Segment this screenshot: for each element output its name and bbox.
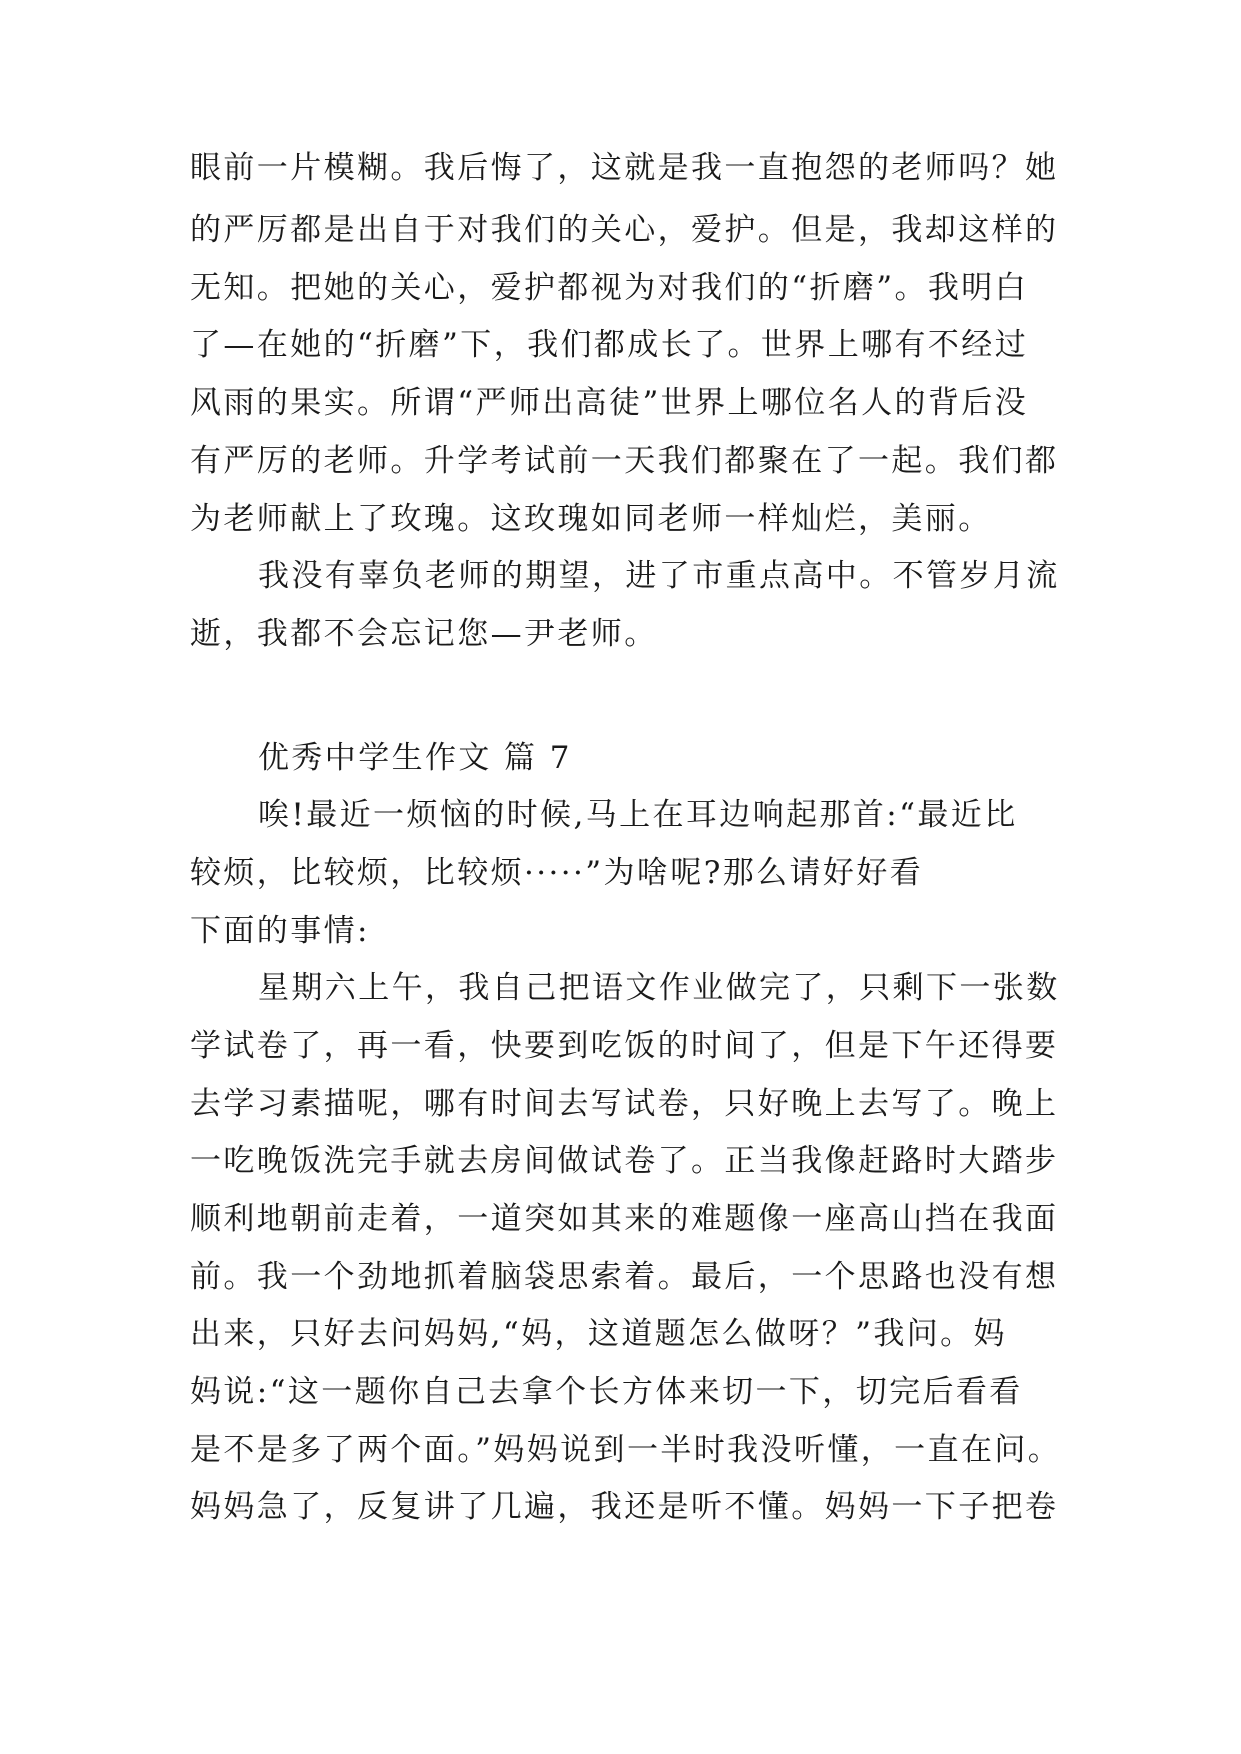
paragraph-4-line: 顺利地朝前走着，一道突如其来的难题像一座高山挡在我面 — [190, 1201, 1059, 1237]
paragraph-4-line: 去学习素描呢，哪有时间去写试卷，只好晚上去写了。晚上 — [190, 1086, 1059, 1122]
paragraph-4-line: 是不是多了两个面。”妈妈说到一半时我没听懂，一直在问。 — [190, 1432, 1062, 1468]
paragraph-3-line: 较烦，比较烦，比较烦·····”为啥呢?那么请好好看 — [190, 855, 924, 891]
paragraph-4-line: 前。我一个劲地抓着脑袋思索着。最后，一个思路也没有想 — [190, 1259, 1059, 1295]
paragraph-3-line: 唉!最近一烦恼的时候,马上在耳边响起那首:“最近比 — [258, 797, 1018, 833]
paragraph-2-line: 逝，我都不会忘记您—尹老师。 — [190, 616, 658, 652]
paragraph-3-line: 下面的事情: — [190, 913, 370, 949]
paragraph-1-line: 无知。把她的关心，爱护都视为对我们的“折磨”。我明白 — [190, 270, 1029, 306]
paragraph-4-line: 一吃晚饭洗完手就去房间做试卷了。正当我像赶路时大踏步 — [190, 1143, 1059, 1179]
paragraph-1-line: 风雨的果实。所谓“严师出高徒”世界上哪位名人的背后没 — [190, 385, 1029, 421]
paragraph-4-line: 星期六上午，我自己把语文作业做完了，只剩下一张数 — [258, 970, 1060, 1006]
paragraph-1-line: 为老师献上了玫瑰。这玫瑰如同老师一样灿烂，美丽。 — [190, 501, 992, 537]
paragraph-4-line: 妈说:“这一题你自己去拿个长方体来切一下，切完后看看 — [190, 1374, 1023, 1410]
paragraph-1-line: 有严厉的老师。升学考试前一天我们都聚在了一起。我们都 — [190, 443, 1059, 479]
paragraph-1-line: 了—在她的“折磨”下，我们都成长了。世界上哪有不经过 — [190, 327, 1029, 363]
section-heading: 优秀中学生作文 篇 7 — [258, 740, 572, 776]
paragraph-1-line: 的严厉都是出自于对我们的关心，爱护。但是，我却这样的 — [190, 212, 1059, 248]
paragraph-4-line: 出来，只好去问妈妈,“妈，这道题怎么做呀？”我问。妈 — [190, 1316, 1007, 1352]
paragraph-2-line: 我没有辜负老师的期望，进了市重点高中。不管岁月流 — [258, 558, 1060, 594]
paragraph-1-line: 眼前一片模糊。我后悔了，这就是我一直抱怨的老师吗？她 — [190, 150, 1059, 186]
paragraph-4-line: 学试卷了，再一看，快要到吃饭的时间了，但是下午还得要 — [190, 1028, 1059, 1064]
paragraph-4-line: 妈妈急了，反复讲了几遍，我还是听不懂。妈妈一下子把卷 — [190, 1489, 1059, 1525]
